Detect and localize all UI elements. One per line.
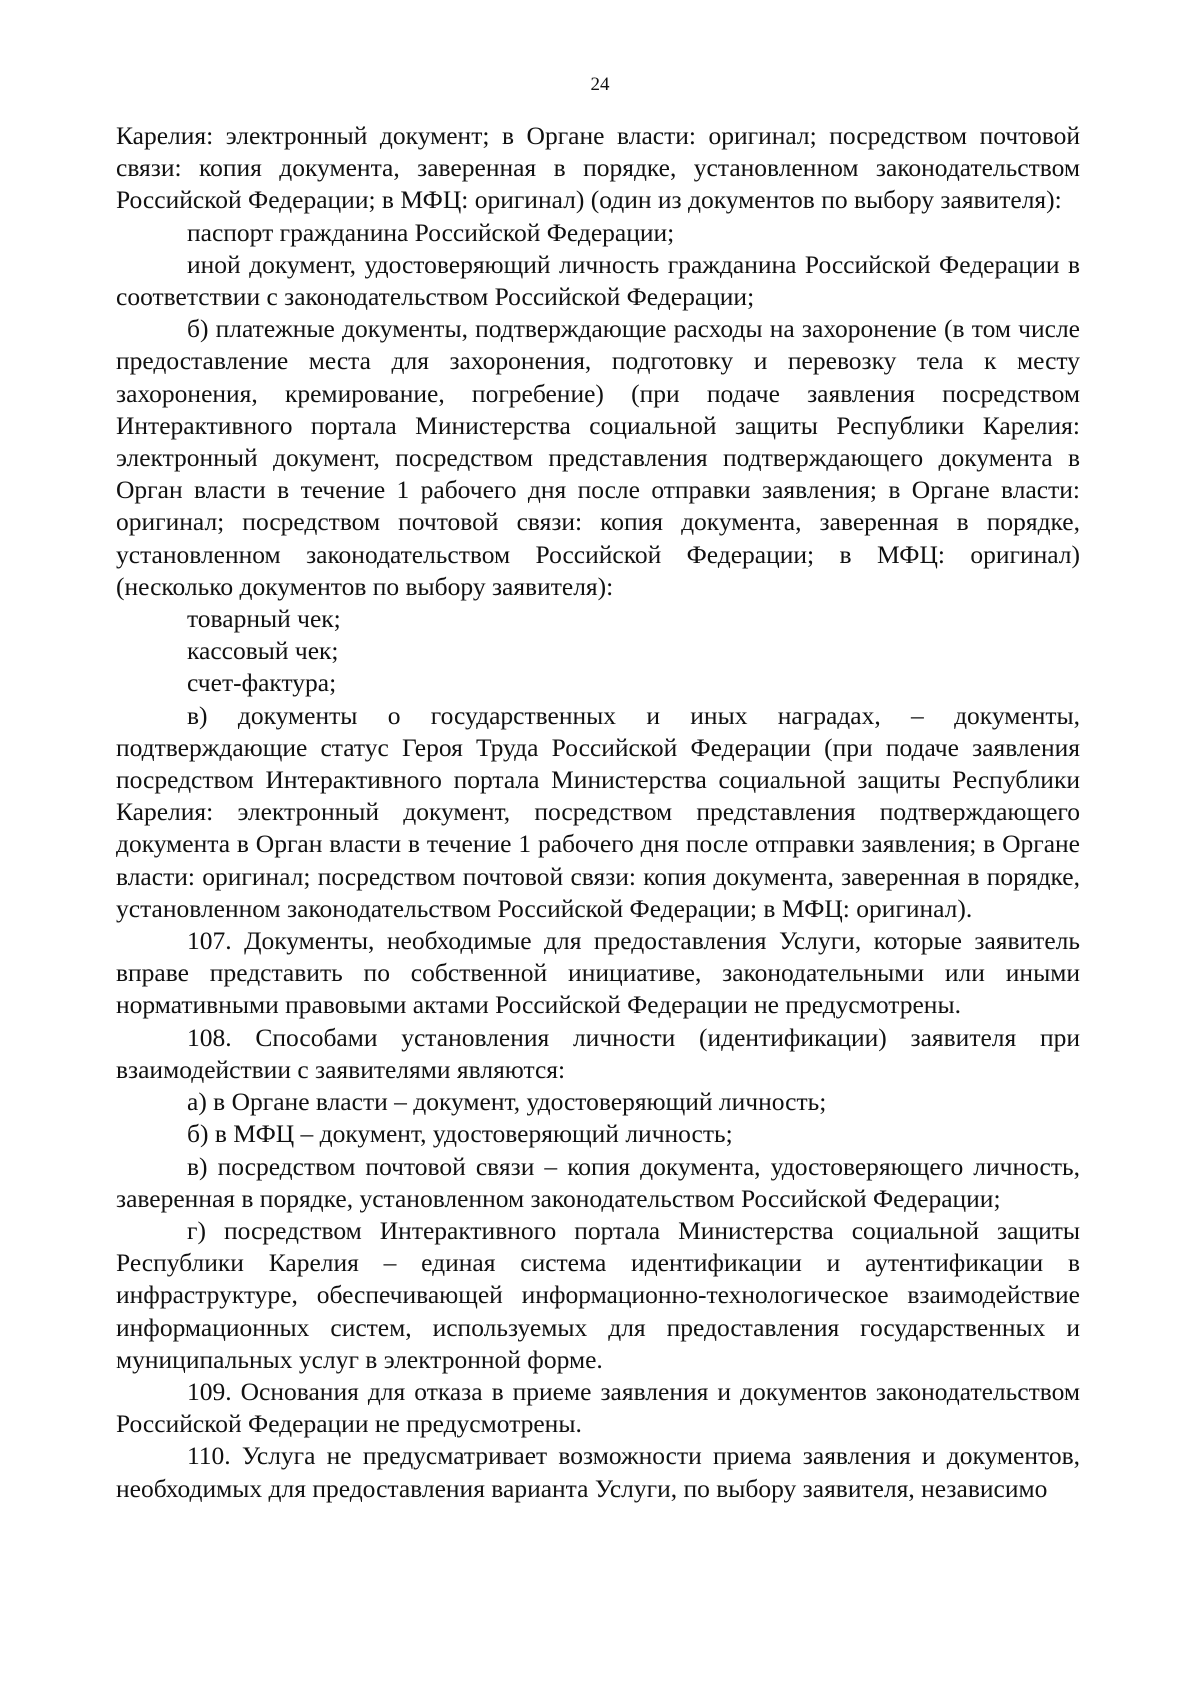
list-item: в) посредством почтовой связи – копия документа, удостоверяющего личность, заверенная в порядке, установленном законодательством Российской Федерации; [116, 1151, 1080, 1213]
paragraph-continuation: Карелия: электронный документ; в Органе власти: оригинал; посредством почтовой связи: копия документа, заверенная в порядке, установленном законодательством Российской Федерации; в МФЦ: оригинал) (один из документов по выбору заявителя): [116, 121, 1080, 215]
list-item: кассовый чек; [187, 636, 339, 666]
list-item: паспорт гражданина Российской Федерации; [187, 217, 675, 247]
document-body [116, 120, 1080, 1505]
paragraph-110: 110. Услуга не предусматривает возможности приема заявления и документов, необходимых для предоставления варианта Услуги, по выбору заявителя, независимо [116, 1441, 1080, 1503]
paragraph-v: в) документы о государственных и иных наградах, – документы, подтверждающие статус Героя Труда Российской Федерации (при подаче заявления посредством Интерактивного портала Министерства социальной защиты Республики Карелия: электронный документ, посредством представления подтверждающего документа в Орган власти в течение 1 рабочего дня после отправки заявления; в Органе власти: оригинал; посредством почтовой связи: копия документа, заверенная в порядке, установленном законодательством Российской Федерации; в МФЦ: оригинал). [116, 700, 1080, 923]
paragraph-107: 107. Документы, необходимые для предоставления Услуги, которые заявитель вправе представить по собственной инициативе, законодательными или иными нормативными правовыми актами Российской Федерации не предусмотрены. [116, 926, 1080, 1020]
list-item: иной документ, удостоверяющий личность гражданина Российской Федерации в соответствии с законодательством Российской Федерации; [116, 249, 1080, 312]
list-item: б) в МФЦ – документ, удостоверяющий личность; [187, 1119, 733, 1149]
paragraph-108: 108. Способами установления личности (идентификации) заявителя при взаимодействии с заявителями являются: [116, 1022, 1080, 1084]
list-item: товарный чек; [187, 604, 341, 634]
page-number: 24 [590, 74, 610, 95]
list-item: счет-фактура; [187, 668, 337, 698]
list-item: а) в Органе власти – документ, удостоверяющий личность; [187, 1087, 827, 1117]
paragraph-109: 109. Основания для отказа в приеме заявления и документов законодательством Российской Федерации не предусмотрены. [116, 1376, 1080, 1439]
list-item: г) посредством Интерактивного портала Министерства социальной защиты Республики Карелия – единая система идентификации и аутентификации в инфраструктуре, обеспечивающей информационно-технологическое взаимодействие информационных систем, используемых для предоставления государственных и муниципальных услуг в электронной форме. [116, 1215, 1080, 1374]
paragraph-b: б) платежные документы, подтверждающие расходы на захоронение (в том числе предоставление места для захоронения, подготовку и перевозку тела к месту захоронения, кремирование, погребение) (при подаче заявления посредством Интерактивного портала Министерства социальной защиты Республики Карелия: электронный документ, посредством представления подтверждающего документа в Орган власти в течение 1 рабочего дня после отправки заявления; в Органе власти: оригинал; посредством почтовой связи: копия документа, заверенная в порядке, установленном законодательством Российской Федерации; в МФЦ: оригинал) (несколько документов по выбору заявителя): [116, 314, 1080, 601]
